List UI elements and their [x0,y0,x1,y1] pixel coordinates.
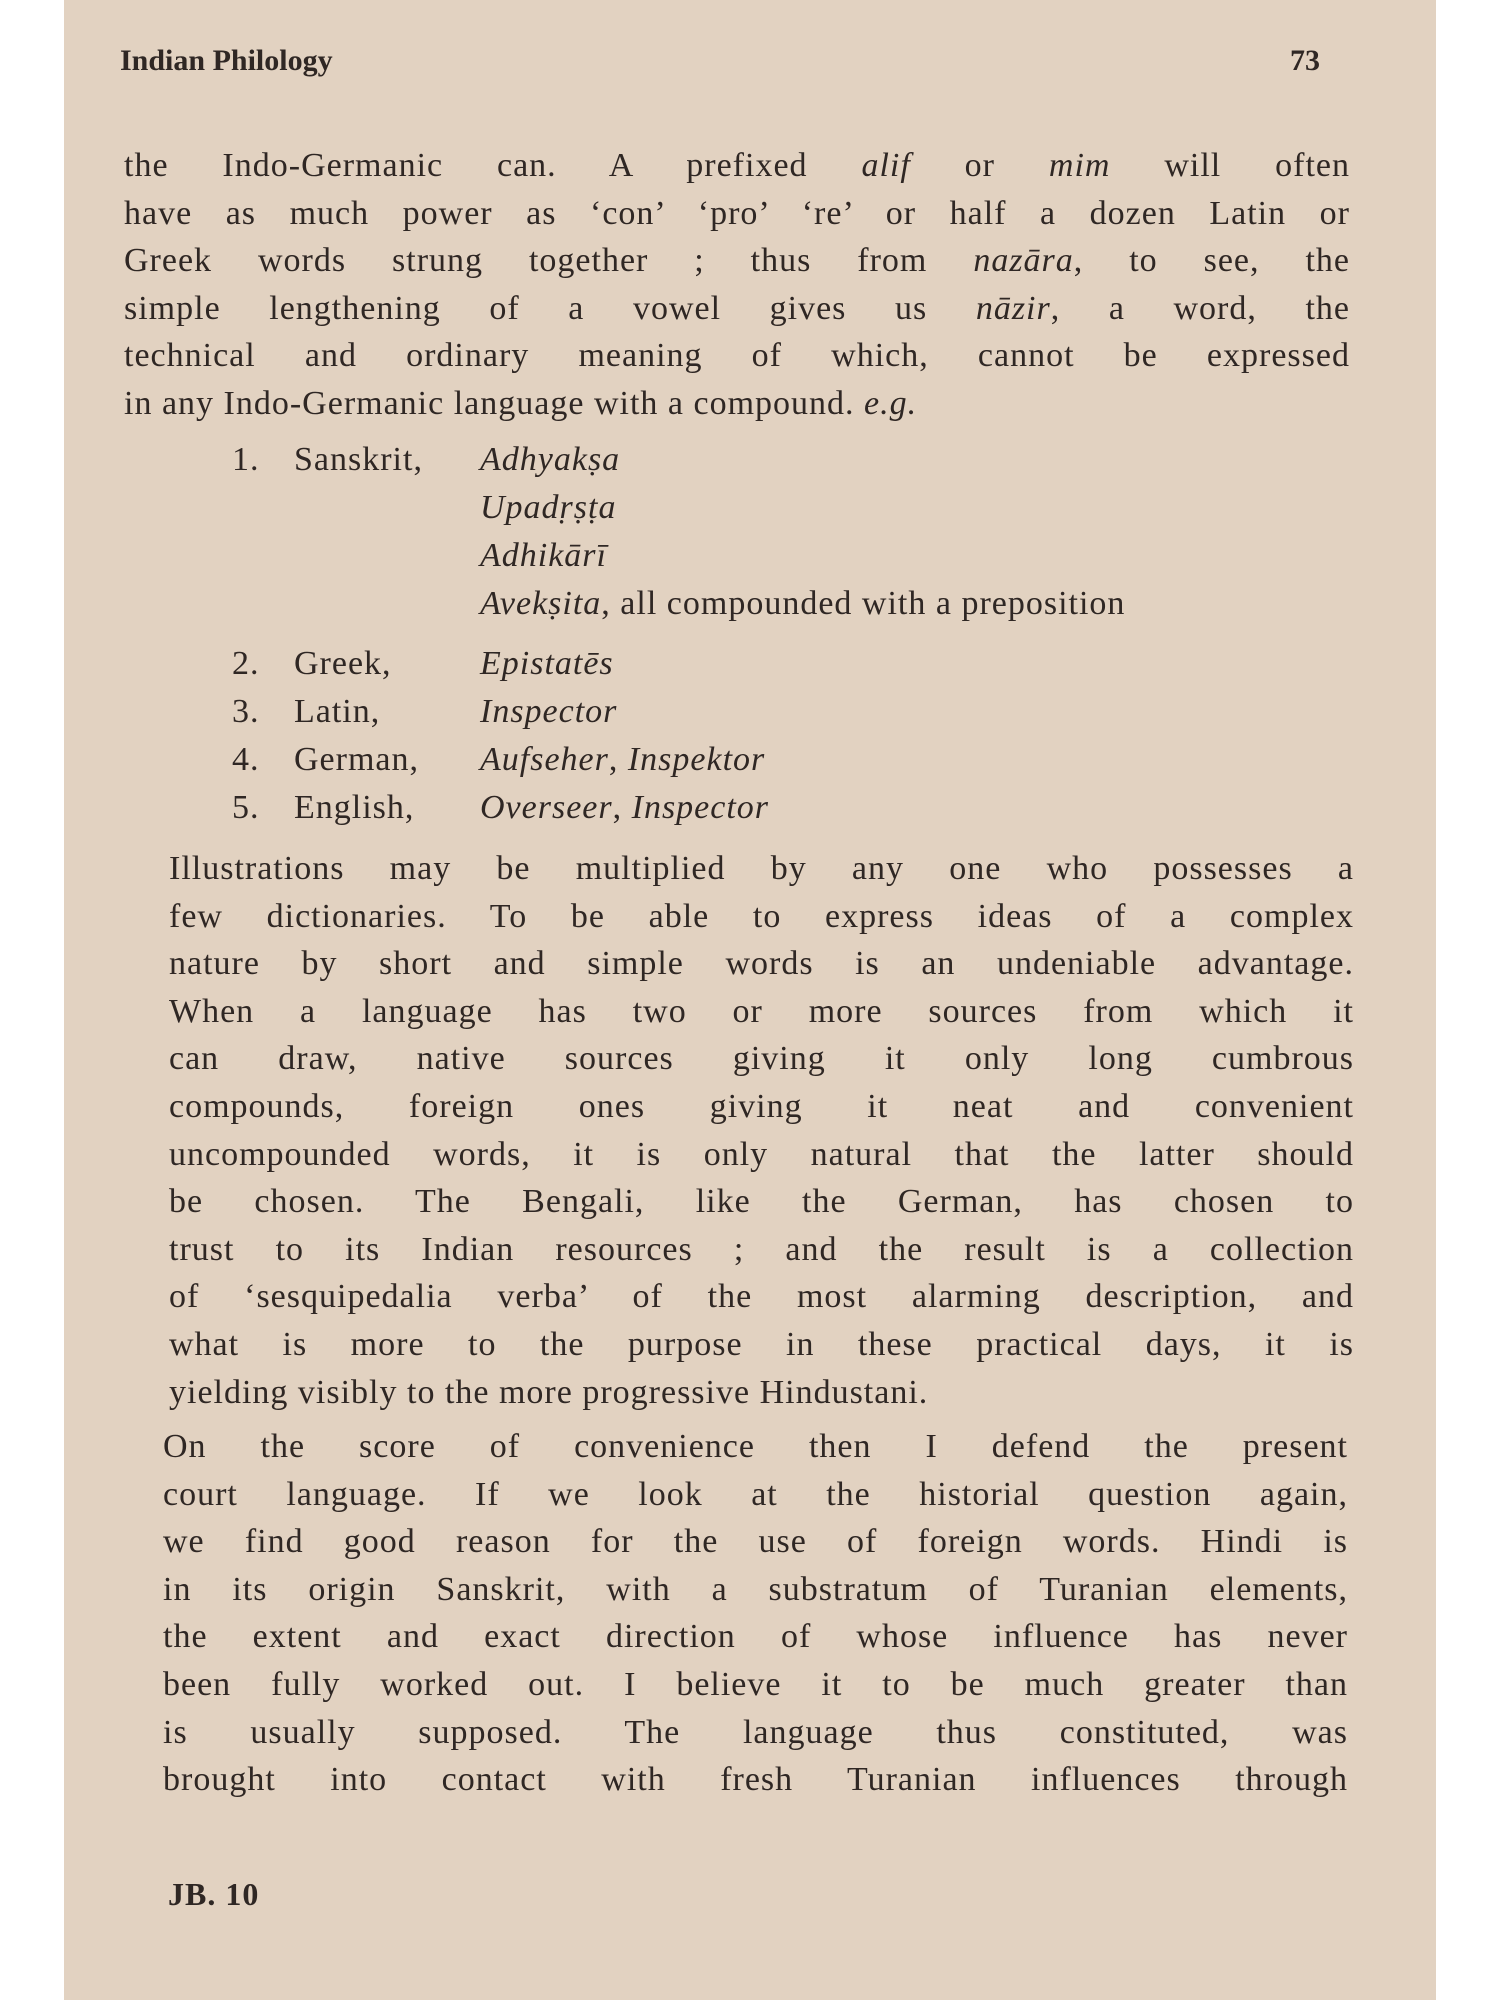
example-language: Greek, [294,645,392,682]
paragraph-2-line: Illustrations may be multiplied by any one who possesses a [169,850,1354,887]
paragraph-1-line-1: the Indo-Germanic can. A prefixed alif or mim will often [124,147,1350,184]
running-title: Indian Philology [120,44,333,77]
example-word: Epistatēs [480,645,614,682]
paragraph-2-line: nature by short and simple words is an undeniable advantage. [169,945,1354,983]
example-words: Overseer, Inspector [480,789,770,826]
paragraph-3-line: been fully worked out. I believe it to be much greater than [163,1665,1348,1703]
paragraph-1-line-5: technical and ordinary meaning of which, cannot be expressed [124,337,1350,375]
example-latin [232,688,1125,736]
example-language: English, [294,789,415,826]
paragraph-2-line: be chosen. The Bengali, like the German, has chosen to [169,1183,1354,1221]
paragraph-3-line: the extent and exact direction of whose influence has never [163,1618,1348,1656]
paragraph-2-line: can draw, native sources giving it only long cumbrous [169,1040,1354,1078]
paragraph-2-line: of ‘sesquipedalia verba’ of the most alarming description, and [169,1278,1354,1316]
example-words: Aufseher, Inspektor [480,741,766,778]
example-number: 4. [232,741,260,778]
example-language: Latin, [294,693,381,730]
paragraph-2-line: uncompounded words, it is only natural that the latter should [169,1135,1354,1173]
paragraph-2-line: few dictionaries. To be able to express ideas of a complex [169,897,1354,935]
example-number: 5. [232,789,260,826]
book-page [64,0,1436,2000]
paragraph-1-line-6: in any Indo-Germanic language with a compound. e.g. [124,384,918,422]
paragraph-2-line: compounds, foreign ones giving it neat and convenient [169,1087,1354,1125]
paragraph-3-line: On the score of convenience then I defend the present [163,1428,1348,1465]
paragraph-1-line-3: Greek words strung together ; thus from nazāra, to see, the [124,242,1350,280]
example-language: Sanskrit, [294,441,423,478]
paragraph-3-line: we find good reason for the use of foreign words. Hindi is [163,1523,1348,1561]
example-sanskrit [232,436,1125,484]
example-number: 3. [232,693,260,730]
paragraph-3-line: is usually supposed. The language thus constituted, was [163,1713,1348,1751]
footer-signature: JB. 10 [168,1876,260,1912]
paragraph-3-line: brought into contact with fresh Turanian influences through [163,1761,1348,1799]
page-number: 73 [1290,44,1320,77]
example-note: , all compounded with a preposition [601,585,1126,622]
paragraph-2-line: yielding visibly to the more progressive Hindustani. [169,1373,929,1411]
example-word: Inspector [480,693,618,730]
paragraph-1-line-4: simple lengthening of a vowel gives us nāzir, a word, the [124,289,1351,327]
example-sanskrit-word-4: Avekṣita, all compounded with a preposition [480,585,1126,622]
term-nazara: nazāra [973,242,1074,280]
example-german [232,736,1125,784]
running-head [120,44,1320,78]
example-english [232,784,1125,832]
paragraph-2-line: When a language has two or more sources from which it [169,992,1354,1030]
example-sanskrit-word-2: Upadṛṣṭa [480,489,617,526]
example-number: 2. [232,645,260,682]
paragraph-2 [114,845,1354,1416]
term-eg: e.g. [864,384,918,422]
paragraph-2-line: trust to its Indian resources ; and the result is a collection [169,1230,1354,1268]
paragraph-3 [108,1423,1348,1804]
example-number: 1. [232,441,260,478]
paragraph-3-line: in its origin Sanskrit, with a substratum of Turanian elements, [163,1570,1348,1608]
example-greek [232,640,1125,688]
example-word: Adhyakṣa [480,441,621,478]
term-mim: mim [1048,147,1111,184]
examples-list [232,436,1125,832]
example-language: German, [294,741,420,778]
example-sanskrit-word-3: Adhikārī [480,537,607,574]
paragraph-2-line: what is more to the purpose in these practical days, it is [169,1325,1354,1363]
paragraph-1 [124,142,1350,428]
term-nazir: nāzir [975,289,1051,327]
paragraph-3-line: court language. If we look at the historial question again, [163,1475,1348,1513]
paragraph-1-line-2: have as much power as ‘con’ ‘pro’ ‘re’ or half a dozen Latin or [124,194,1350,232]
term-alif: alif [861,147,911,184]
